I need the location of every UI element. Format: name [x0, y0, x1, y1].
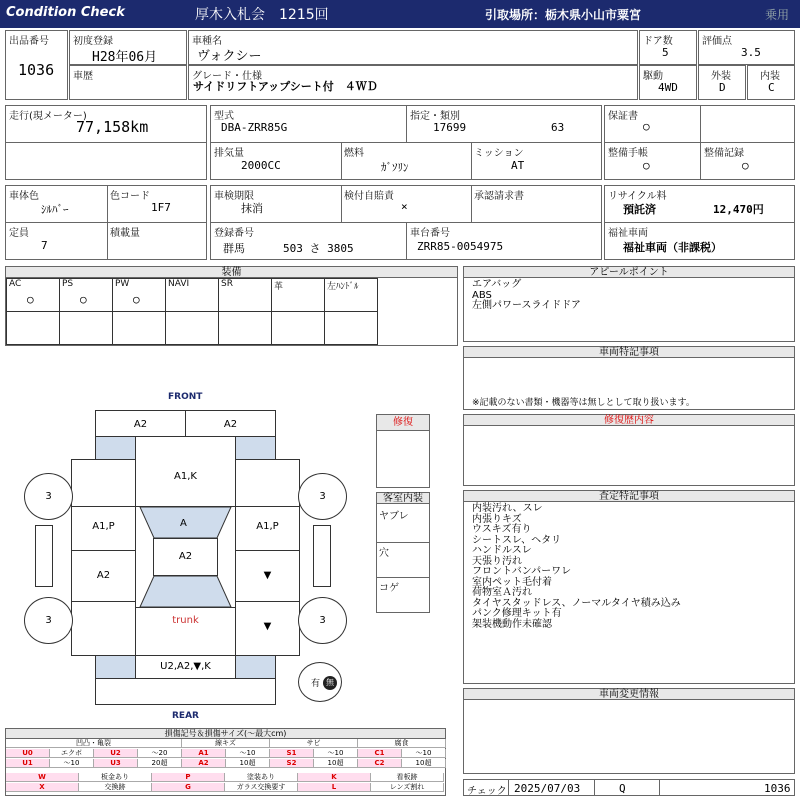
- legend-cell: A1: [182, 749, 226, 758]
- left-front-fender[interactable]: [71, 459, 136, 507]
- legend-cell: K: [298, 773, 371, 782]
- equipment-item: [6, 278, 60, 312]
- self-inspect-label: 検付自賠責: [344, 191, 394, 202]
- special-title: 車両特記事項: [464, 347, 794, 358]
- equipment-box: [5, 266, 458, 346]
- legend-cell: U2: [94, 749, 138, 758]
- legend-cell: X: [6, 783, 79, 792]
- roof[interactable]: A2: [153, 538, 218, 576]
- grade-value: サイドリフトアップシート付 ４ＷＤ: [193, 80, 378, 93]
- chassis-label: 車台番号: [410, 228, 450, 239]
- interior-box: [376, 492, 430, 613]
- repair-badge: 修復: [377, 415, 429, 431]
- inspection-notes-text: 内装汚れ、スレ 内張りキズ ウスキズ有り シートスレ、ヘタリ ハンドルスレ 天張り汚れ フロントバンパーワレ 室内ペット毛付着 荷物室Ａ汚れ タイヤスタッドレス、ノーマルタイヤ積み込み パンク修理キット有 架装機動作未確認: [472, 503, 681, 630]
- legend-cell: S2: [270, 759, 314, 768]
- legend-cell: A2: [182, 759, 226, 768]
- type-label: 型式: [214, 111, 234, 122]
- first-reg-value: H28年06月: [92, 50, 158, 65]
- mission-label: ミッション: [474, 148, 524, 159]
- interior-hole: 穴: [379, 548, 389, 559]
- check-label: チェック: [467, 786, 507, 797]
- spare-label: 有: [311, 679, 321, 689]
- equipment-label: PW: [115, 279, 130, 289]
- rear-bottom[interactable]: [95, 678, 276, 705]
- spec-box: [210, 105, 602, 180]
- legend-cell: ～20: [138, 749, 182, 758]
- right-mirror[interactable]: [313, 525, 331, 587]
- spare-tire[interactable]: [298, 662, 342, 702]
- doors-label: ドア数: [643, 36, 673, 47]
- designation-label: 指定・類別: [410, 111, 460, 122]
- drive-label: 駆動: [643, 71, 663, 82]
- capacity-label: 定員: [9, 228, 29, 239]
- equipment-blank: [165, 311, 219, 345]
- repair-title: 修復歴内容: [464, 415, 794, 426]
- inspection-notes-box: [463, 490, 795, 684]
- vehicle-category: 乗用: [765, 8, 790, 22]
- repair-box: [463, 414, 795, 486]
- first-reg-label: 初度登録: [73, 36, 113, 47]
- welfare-value: 福祉車両（非課税）: [623, 241, 722, 254]
- right-front-fender[interactable]: [235, 459, 300, 507]
- front-left-bumper[interactable]: A2: [95, 410, 186, 437]
- recycle-label: リサイクル料: [608, 191, 667, 202]
- hood[interactable]: A1,K: [135, 436, 236, 507]
- reg-pref: 群馬: [223, 242, 245, 255]
- manual-label: 整備手帳: [608, 148, 648, 159]
- model-label: 車種名: [192, 36, 222, 47]
- doors-value: 5: [662, 46, 669, 59]
- lot-number: 1036: [18, 61, 55, 79]
- color-label: 車体色: [9, 191, 39, 202]
- legend-cell: C1: [358, 749, 402, 758]
- equipment-title: 装備: [6, 267, 457, 278]
- legend-cell: S1: [270, 749, 314, 758]
- legend-cell: 塗装あり: [225, 773, 298, 782]
- reg-no-label: 登録番号: [214, 228, 254, 239]
- interior-title: 客室内装: [377, 493, 429, 504]
- tire-rear-right[interactable]: 3: [298, 597, 347, 644]
- equipment-label: 左ﾊﾝﾄﾞﾙ: [327, 282, 359, 292]
- equipment-item: [59, 278, 113, 312]
- int-box: [747, 65, 795, 100]
- interior-tear: ヤブレ: [379, 511, 409, 522]
- change-info-box: [463, 688, 795, 774]
- legend-group: 線キズ: [182, 739, 270, 748]
- left-quarter[interactable]: [71, 601, 136, 656]
- legend-cell: 交換跡: [79, 783, 152, 792]
- inspection-label: 車検期限: [214, 191, 254, 202]
- legend-group: 腐食: [358, 739, 446, 748]
- legend-cell: 看板跡: [371, 773, 444, 782]
- equipment-blank: [112, 311, 166, 345]
- legend-cell: U1: [6, 759, 50, 768]
- left-mirror[interactable]: [35, 525, 53, 587]
- check-lot: 1036: [764, 782, 791, 795]
- lot-box: [5, 30, 68, 100]
- equipment-item: [324, 278, 378, 312]
- rear-bumper[interactable]: U2,A2,▼,K: [135, 655, 236, 679]
- equipment-label: 革: [274, 282, 284, 292]
- color-value: ｼﾙﾊﾞｰ: [41, 203, 69, 216]
- tire-front-right[interactable]: 3: [298, 473, 347, 520]
- legend-cell: ～10: [226, 749, 270, 758]
- front-label: FRONT: [168, 392, 203, 402]
- history-box: [69, 65, 187, 100]
- displacement-value: 2000CC: [241, 159, 281, 172]
- capacity-value: 7: [41, 239, 48, 252]
- legend-cell: U3: [94, 759, 138, 768]
- classification-value: 63: [551, 121, 565, 134]
- load-label: 積載量: [110, 228, 140, 239]
- check-date: 2025/07/03: [514, 782, 581, 795]
- legend-cell: 10超: [226, 759, 270, 768]
- equipment-item: [218, 278, 272, 312]
- legend-cell: W: [6, 773, 79, 782]
- registration-box: [210, 185, 602, 260]
- lot-label: 出品番号: [9, 36, 49, 47]
- interior-burn: コゲ: [379, 583, 399, 594]
- ext-value: D: [719, 81, 726, 94]
- grade-label: グレード・仕様: [192, 71, 262, 82]
- front-left-corner[interactable]: [95, 436, 136, 460]
- app-title: Condition Check: [6, 5, 125, 20]
- legend-cell: 板金あり: [79, 773, 152, 782]
- records-box: [604, 105, 795, 180]
- equipment-item: [165, 278, 219, 312]
- model-box: [188, 30, 638, 65]
- check-footer: [463, 779, 795, 796]
- equipment-value: ○: [27, 293, 34, 306]
- trunk[interactable]: trunk: [135, 607, 236, 656]
- legend-cell: 10超: [314, 759, 358, 768]
- legend-box: [5, 728, 446, 796]
- equipment-label: AC: [9, 279, 22, 289]
- legend-cell: ～10: [50, 759, 94, 768]
- welfare-label: 福祉車両: [608, 228, 648, 239]
- color-code-label: 色コード: [110, 191, 150, 202]
- recycle-box: [604, 185, 795, 260]
- self-inspect-value: ×: [401, 200, 408, 213]
- appeal-text: エアバッグ ABS 左側パワースライドドア: [472, 279, 581, 311]
- fuel-value: ｶﾞｿﾘﾝ: [381, 161, 409, 174]
- equipment-label: SR: [221, 279, 233, 289]
- history-label: 車歴: [73, 71, 93, 82]
- rear-label: REAR: [172, 711, 199, 721]
- repair-badge-box: [376, 414, 430, 488]
- legend-cell: U0: [6, 749, 50, 758]
- legend-cell: C2: [358, 759, 402, 768]
- equipment-blank: [271, 311, 325, 345]
- score-label: 評価点: [702, 36, 732, 47]
- inspection-value: 抹消: [241, 202, 263, 215]
- fuel-label: 燃料: [344, 148, 364, 159]
- legend-title: 損傷記号＆損傷サイズ(～最大cm): [6, 729, 445, 739]
- equipment-value: ○: [133, 293, 140, 306]
- legend-cell: P: [152, 773, 225, 782]
- auction-title: 厚木入札会 1215回: [195, 7, 329, 23]
- rear-left-corner[interactable]: [95, 655, 136, 679]
- inspection-notes-title: 査定特記事項: [464, 491, 794, 502]
- spare-icon: 無: [323, 676, 337, 690]
- color-box: [5, 185, 207, 260]
- model-name: ヴォクシー: [197, 49, 262, 64]
- reg-no-value: 503 さ 3805: [283, 242, 354, 255]
- right-front-door[interactable]: A1,P: [235, 506, 300, 551]
- chassis-value: ZRR85-0054975: [417, 240, 504, 253]
- int-label: 内装: [760, 71, 780, 82]
- equipment-item: [112, 278, 166, 312]
- approval-label: 承認請求書: [474, 191, 524, 202]
- mission-value: AT: [511, 159, 525, 172]
- ext-label: 外装: [711, 71, 731, 82]
- front-right-bumper[interactable]: A2: [185, 410, 276, 437]
- left-front-door[interactable]: A1,P: [71, 506, 136, 551]
- pickup-location: 引取場所：栃木県小山市粟宮: [485, 8, 642, 22]
- displacement-label: 排気量: [214, 148, 244, 159]
- legend-cell: 20超: [138, 759, 182, 768]
- equipment-blank: [324, 311, 378, 345]
- left-rear-door[interactable]: A2: [71, 550, 136, 602]
- type-value: DBA-ZRR85G: [221, 121, 288, 134]
- score-value: 3.5: [741, 46, 761, 59]
- legend-cell: 10超: [402, 759, 446, 768]
- legend-cell: エクボ: [50, 749, 94, 758]
- equipment-label: NAVI: [168, 279, 190, 289]
- legend-cell: レンズ割れ: [371, 783, 444, 792]
- warranty-label: 保証書: [608, 111, 638, 122]
- legend-group: サビ: [270, 739, 358, 748]
- tire-rear-left[interactable]: 3: [24, 597, 73, 644]
- mileage-label: 走行(現メーター): [9, 111, 87, 122]
- change-info-title: 車両変更情報: [464, 689, 794, 700]
- windshield[interactable]: A: [180, 518, 187, 529]
- legend-group: 凹凸・亀裂: [6, 739, 182, 748]
- legend-cell: ガラス交換要す: [225, 783, 298, 792]
- maint-value: ○: [742, 159, 749, 172]
- color-code-value: 1F7: [151, 201, 171, 214]
- drive-box: [639, 65, 697, 100]
- drive-value: 4WD: [658, 81, 678, 94]
- legend-cell: G: [152, 783, 225, 792]
- designation-value: 17699: [433, 121, 467, 134]
- legend-cell: ～10: [402, 749, 446, 758]
- grade-box: [188, 65, 638, 100]
- appeal-box: [463, 266, 795, 342]
- special-note: ※記載のない書類・機器等は無しとして取り扱います。: [472, 398, 695, 408]
- equipment-item: [271, 278, 325, 312]
- equipment-blank: [218, 311, 272, 345]
- right-quarter[interactable]: ▼: [235, 601, 300, 656]
- recycle-fee: 12,470円: [713, 203, 764, 216]
- first-reg-box: [69, 30, 187, 65]
- appeal-title: アピールポイント: [464, 267, 794, 278]
- maint-label: 整備記録: [704, 148, 744, 159]
- warranty-value: ○: [643, 120, 650, 133]
- front-right-corner[interactable]: [235, 436, 276, 460]
- doors-box: [639, 30, 697, 65]
- right-rear-door[interactable]: ▼: [235, 550, 300, 602]
- check-code: Q: [619, 782, 626, 795]
- rear-right-corner[interactable]: [235, 655, 276, 679]
- equipment-blank: [6, 311, 60, 345]
- special-box: [463, 346, 795, 410]
- header-bar: [0, 0, 800, 28]
- recycle-status: 預託済: [623, 203, 656, 216]
- score-box: [698, 30, 795, 65]
- tire-front-left[interactable]: 3: [24, 473, 73, 520]
- equipment-value: ○: [80, 293, 87, 306]
- manual-value: ○: [643, 159, 650, 172]
- legend-cell: ～10: [314, 749, 358, 758]
- equipment-blank: [59, 311, 113, 345]
- legend-cell: L: [298, 783, 371, 792]
- mileage-box: [5, 105, 207, 180]
- equipment-label: PS: [62, 279, 74, 289]
- mileage-value: 77,158km: [76, 118, 149, 136]
- int-value: C: [768, 81, 775, 94]
- ext-box: [698, 65, 746, 100]
